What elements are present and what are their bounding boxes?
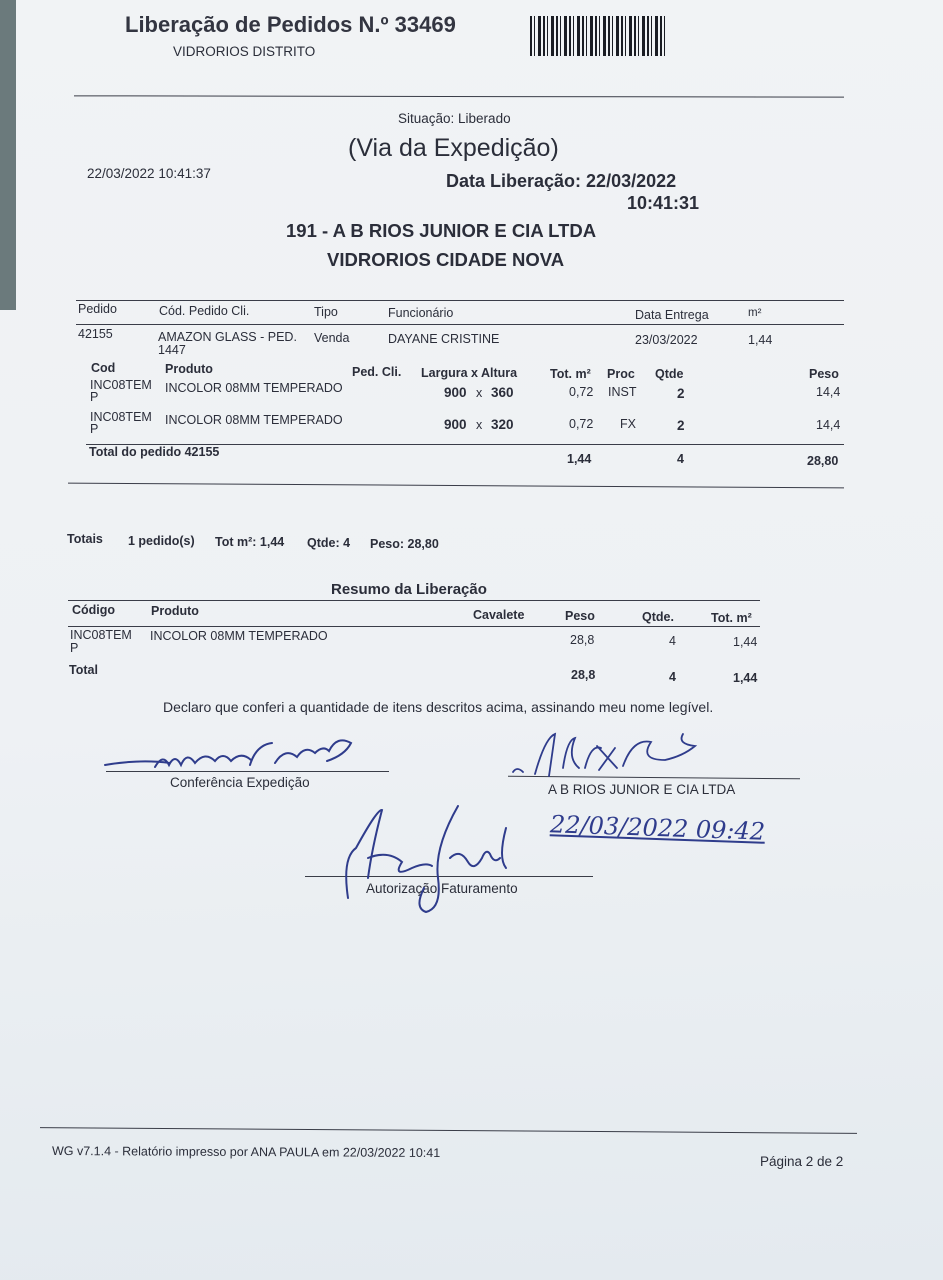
items-proc-header: Proc xyxy=(607,367,635,381)
order-m2: 1,44 xyxy=(748,333,773,347)
resumo-cavalete-header: Cavalete xyxy=(473,608,525,622)
item-cod: INC08TEM xyxy=(90,410,152,424)
item-altura: 320 xyxy=(491,417,514,432)
footer-page-number: Página 2 de 2 xyxy=(760,1154,844,1169)
item-qtde: 2 xyxy=(677,386,685,401)
table-header-rule xyxy=(76,324,844,325)
conferencia-signature xyxy=(100,735,370,785)
printed-datetime: 22/03/2022 10:41:37 xyxy=(87,166,211,181)
conferencia-label: Conferência Expedição xyxy=(170,775,310,790)
cliente-label: A B RIOS JUNIOR E CIA LTDA xyxy=(548,782,736,797)
items-totm2-header: Tot. m² xyxy=(550,367,591,381)
resumo-totm2-header: Tot. m² xyxy=(711,611,752,625)
col-tipo-header: Tipo xyxy=(314,305,338,319)
document-title: Liberação de Pedidos N.º 33469 xyxy=(125,12,456,37)
company-name: VIDRORIOS DISTRITO xyxy=(173,44,316,59)
resumo-qtde: 4 xyxy=(669,634,676,648)
barcode xyxy=(530,16,665,56)
col-m2-header: m² xyxy=(748,307,762,319)
order-codcli: AMAZON GLASS - PED. xyxy=(158,330,297,344)
resumo-total-label: Total xyxy=(69,663,98,677)
resumo-peso-header: Peso xyxy=(565,609,595,623)
resumo-title: Resumo da Liberação xyxy=(331,581,487,598)
order-total-label: Total do pedido 42155 xyxy=(89,445,220,459)
resumo-codigo-cont: P xyxy=(70,641,79,655)
resumo-top-rule xyxy=(68,600,760,601)
order-total-peso: 28,80 xyxy=(807,454,839,468)
item-totm2: 0,72 xyxy=(569,417,594,431)
resumo-peso: 28,8 xyxy=(570,633,595,647)
autorizacao-signature xyxy=(338,798,538,918)
item-produto: INCOLOR 08MM TEMPERADO xyxy=(165,381,343,395)
items-produto-header: Produto xyxy=(165,362,213,376)
item-largura: 900 xyxy=(444,417,467,432)
declaration-text: Declaro que conferi a quantidade de itens descritos acima, assinando meu nome legível. xyxy=(163,699,714,715)
order-total-m2: 1,44 xyxy=(567,452,592,466)
col-dataentrega-header: Data Entrega xyxy=(635,308,709,322)
items-qtde-header: Qtde xyxy=(655,367,684,381)
item-qtde: 2 xyxy=(677,418,685,433)
resumo-produto-header: Produto xyxy=(151,604,199,618)
totals-pedidos: 1 pedido(s) xyxy=(128,534,195,548)
item-cod-cont: P xyxy=(90,422,99,436)
order-pedido: 42155 xyxy=(78,327,113,341)
item-produto: INCOLOR 08MM TEMPERADO xyxy=(165,413,343,427)
item-proc: INST xyxy=(608,385,637,399)
col-pedido-header: Pedido xyxy=(78,302,117,316)
page-edge-shadow xyxy=(0,0,16,310)
totals-peso: Peso: 28,80 xyxy=(370,537,439,551)
client-name: 191 - A B RIOS JUNIOR E CIA LTDA xyxy=(286,220,597,241)
items-peso-header: Peso xyxy=(809,367,839,381)
col-funcionario-header: Funcionário xyxy=(388,306,454,320)
situacao-status: Situação: Liberado xyxy=(398,111,511,126)
order-codcli-cont: 1447 xyxy=(158,343,186,357)
footer-printed-by: WG v7.1.4 - Relatório impresso por ANA PAULA em 22/03/2022 10:41 xyxy=(51,1143,441,1161)
item-proc: FX xyxy=(620,417,636,431)
handwritten-date: 22/03/2022 09:42 xyxy=(549,810,766,846)
item-largura: 900 xyxy=(444,385,467,400)
order-tipo: Venda xyxy=(314,331,350,345)
resumo-codigo-header: Código xyxy=(72,603,116,617)
cliente-signature xyxy=(505,728,715,788)
items-dims-header: Largura x Altura xyxy=(421,366,518,380)
resumo-qtde-header: Qtde. xyxy=(642,610,674,624)
data-liberacao-time: 10:41:31 xyxy=(627,193,700,213)
totals-m2: Tot m²: 1,44 xyxy=(215,535,285,549)
col-codcli-header: Cód. Pedido Cli. xyxy=(159,304,250,318)
totals-qtde: Qtde: 4 xyxy=(307,536,351,550)
resumo-header-rule xyxy=(68,626,760,627)
resumo-total-totm2: 1,44 xyxy=(733,671,758,685)
order-data-entrega: 23/03/2022 xyxy=(635,333,698,347)
autorizacao-label: Autorização Faturamento xyxy=(366,881,518,896)
item-x: x xyxy=(476,418,483,432)
item-altura: 360 xyxy=(491,385,514,400)
items-pedcli-header: Ped. Cli. xyxy=(352,365,402,379)
table-top-rule xyxy=(76,300,844,301)
item-x: x xyxy=(476,386,483,400)
item-cod-cont: P xyxy=(90,390,99,404)
resumo-total-qtde: 4 xyxy=(669,670,676,684)
via-label: (Via da Expedição) xyxy=(348,134,559,162)
item-totm2: 0,72 xyxy=(569,385,594,399)
resumo-codigo: INC08TEM xyxy=(70,628,132,642)
items-cod-header: Cod xyxy=(91,361,116,375)
item-cod: INC08TEM xyxy=(90,378,152,392)
totals-label: Totais xyxy=(67,532,103,546)
data-liberacao: Data Liberação: 22/03/2022 xyxy=(446,171,677,191)
resumo-produto: INCOLOR 08MM TEMPERADO xyxy=(150,629,328,643)
order-total-qtde: 4 xyxy=(677,452,684,466)
client-obra: VIDRORIOS CIDADE NOVA xyxy=(327,249,565,270)
resumo-total-peso: 28,8 xyxy=(571,668,596,682)
item-peso: 14,4 xyxy=(816,385,841,399)
resumo-totm2: 1,44 xyxy=(733,635,758,649)
item-peso: 14,4 xyxy=(816,418,841,432)
order-funcionario: DAYANE CRISTINE xyxy=(388,332,500,346)
